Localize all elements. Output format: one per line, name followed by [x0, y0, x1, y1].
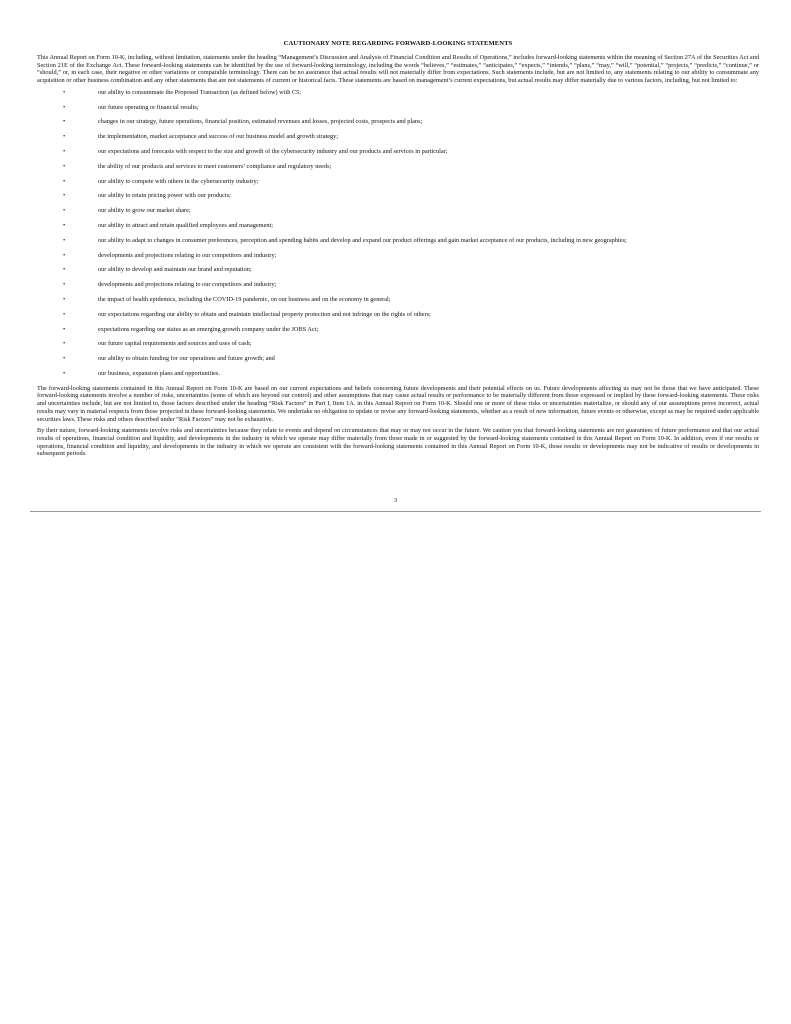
list-item-text: the impact of health epidemics, including the COVID-19 pandemic, on our business and on the economy in general; [98, 295, 391, 303]
list-item-text: our ability to consummate the Proposed Transaction (as defined below) with C5; [98, 88, 302, 96]
list-item-text: our ability to compete with others in the cybersecurity industry; [98, 177, 259, 185]
list-item [37, 133, 759, 148]
bullet-icon: • [63, 221, 66, 229]
bullet-icon: • [63, 295, 66, 303]
bullet-icon: • [63, 340, 66, 348]
list-item-text: our ability to develop and maintain our brand and reputation; [98, 266, 252, 274]
list-item [37, 281, 759, 296]
bullet-icon: • [63, 355, 66, 363]
bullet-icon: • [63, 133, 66, 141]
risk-factor-list [37, 89, 759, 385]
list-item [37, 148, 759, 163]
bullet-icon: • [63, 310, 66, 318]
list-item [37, 222, 759, 237]
bullet-icon: • [63, 177, 66, 185]
page-number: 3 [393, 497, 398, 504]
list-item [37, 89, 759, 104]
list-item [37, 252, 759, 267]
list-item [37, 104, 759, 119]
list-item-text: our ability to attract and retain qualified employees and management; [98, 221, 274, 229]
list-item-text: our future operating or financial results; [98, 103, 199, 111]
list-item-text: developments and projections relating to our competitors and industry; [98, 281, 277, 289]
list-item-text: our expectations and forecasts with respect to the size and growth of the cybersecurity industry and our products and services in particular; [98, 148, 448, 155]
list-item-text: the ability of our products and services to meet customers’ compliance and regulatory needs; [98, 162, 332, 170]
list-item [37, 340, 759, 355]
bullet-icon: • [63, 325, 66, 333]
bullet-icon: • [63, 162, 66, 170]
list-item-text: our business, expansion plans and opportunities. [98, 369, 220, 377]
bullet-icon: • [63, 266, 66, 274]
intro-paragraph: This Annual Report on Form 10-K, including, without limitation, statements under the heading “Management’s Discussion and Analysis of Financial Condition and Results of Operations,” includes forward-looking statements within the meaning of Section 27A of the Securities Act and Section 21E of the Exchange Act. These forward-looking statements can be identified by the use of forward-looking terminology, including the words “believes,” “estimates,” “anticipates,” “expects,” “intends,” “plans,” “may,” “will,” “potential,” “projects,” “predicts,” “continue,” or “should,” or, in each case, their negative or other variations or comparable terminology. There can be no assurance that actual results will not materially differ from expectations. Such statements include, but are not limited to, any statements relating to our ability to consummate any acquisition or other business combination and any other statements that are not statements of current or historical facts. These statements are based on management’s current expectations, but actual results may differ materially due to various factors, including, but not limited to: [37, 54, 759, 85]
list-item-text: our ability to grow our market share; [98, 207, 191, 215]
bullet-icon: • [63, 207, 66, 215]
bullet-icon: • [63, 236, 66, 244]
document-page [37, 40, 759, 462]
list-item-text: the implementation, market acceptance and success of our business model and growth strategy; [98, 133, 339, 141]
list-item [37, 311, 759, 326]
page-divider [30, 511, 761, 512]
list-item [37, 178, 759, 193]
list-item-text: developments and projections relating to our competitors and industry; [98, 251, 277, 259]
bullet-icon: • [63, 281, 66, 289]
bullet-icon: • [63, 369, 66, 377]
list-item-text: our ability to retain pricing power with our products; [98, 192, 231, 200]
list-item-text: our future capital requirements and sources and uses of cash; [98, 340, 252, 348]
list-item [37, 296, 759, 311]
bullet-icon: • [63, 103, 66, 111]
list-item [37, 326, 759, 341]
list-item [37, 237, 759, 252]
list-item-text: our expectations regarding our ability to obtain and maintain intellectual property protection and not infringe on the rights of others; [98, 310, 431, 318]
list-item-text: expectations regarding our status as an emerging growth company under the JOBS Act; [98, 325, 319, 333]
bullet-icon: • [63, 88, 66, 96]
bullet-icon: • [63, 251, 66, 259]
paragraph-nature-of-statements: By their nature, forward-looking statements involve risks and uncertainties because they relate to events and depend on circumstances that may or may not occur in the future. We caution you that forward-looking statements are not guarantees of future performance and that our actual results of operations, financial condition and liquidity, and developments in the industry in which we operate may differ materially from those made in or suggested by the forward-looking statements contained in this Annual Report on Form 10-K. In addition, even if our results or operations, financial condition and liquidity, and developments in the industry in which we operate are consistent with the forward-looking statements contained in this Annual Report on Form 10-K, those results or developments may not be indicative of results or developments in subsequent periods. [37, 427, 759, 458]
bullet-icon: • [63, 148, 66, 155]
list-item [37, 118, 759, 133]
paragraph-forward-looking-basis: The forward-looking statements contained in this Annual Report on Form 10-K are based on our current expectations and beliefs concerning future developments and their potential effects on us. Future developments affecting us may not be those that we have anticipated. These forward-looking statements involve a number of risks, uncertainties (some of which are beyond our control) and other assumptions that may cause actual results or performance to be materially different from those expressed or implied by these forward-looking statements. These risks and uncertainties include, but are not limited to, those factors described under the heading “Risk Factors” in Part I, Item 1A. in this Annual Report on Form 10-K. Should one or more of these risks or uncertainties materialize, or should any of our assumptions prove incorrect, actual results may vary in material respects from those projected in these forward-looking statements. We undertake no obligation to update or revise any forward-looking statements, whether as a result of new information, future events or otherwise, except as may be required under applicable securities laws. These risks and others described under “Risk Factors” may not be exhaustive. [37, 384, 759, 423]
list-item [37, 192, 759, 207]
list-item [37, 266, 759, 281]
list-item [37, 207, 759, 222]
list-item [37, 355, 759, 370]
list-item-text: our ability to obtain funding for our operations and future growth; and [98, 355, 275, 363]
list-item-text: our ability to adapt to changes in consumer preferences, perception and spending habits and develop and expand our product offerings and gain market acceptance of our products, including in new geographies; [98, 236, 627, 244]
list-item-text: changes in our strategy, future operations, financial position, estimated revenues and losses, projected costs, prospects and plans; [98, 118, 423, 126]
bullet-icon: • [63, 192, 66, 200]
list-item [37, 370, 759, 385]
list-item [37, 163, 759, 178]
bullet-icon: • [63, 118, 66, 126]
section-title: CAUTIONARY NOTE REGARDING FORWARD-LOOKING STATEMENTS [283, 40, 513, 47]
